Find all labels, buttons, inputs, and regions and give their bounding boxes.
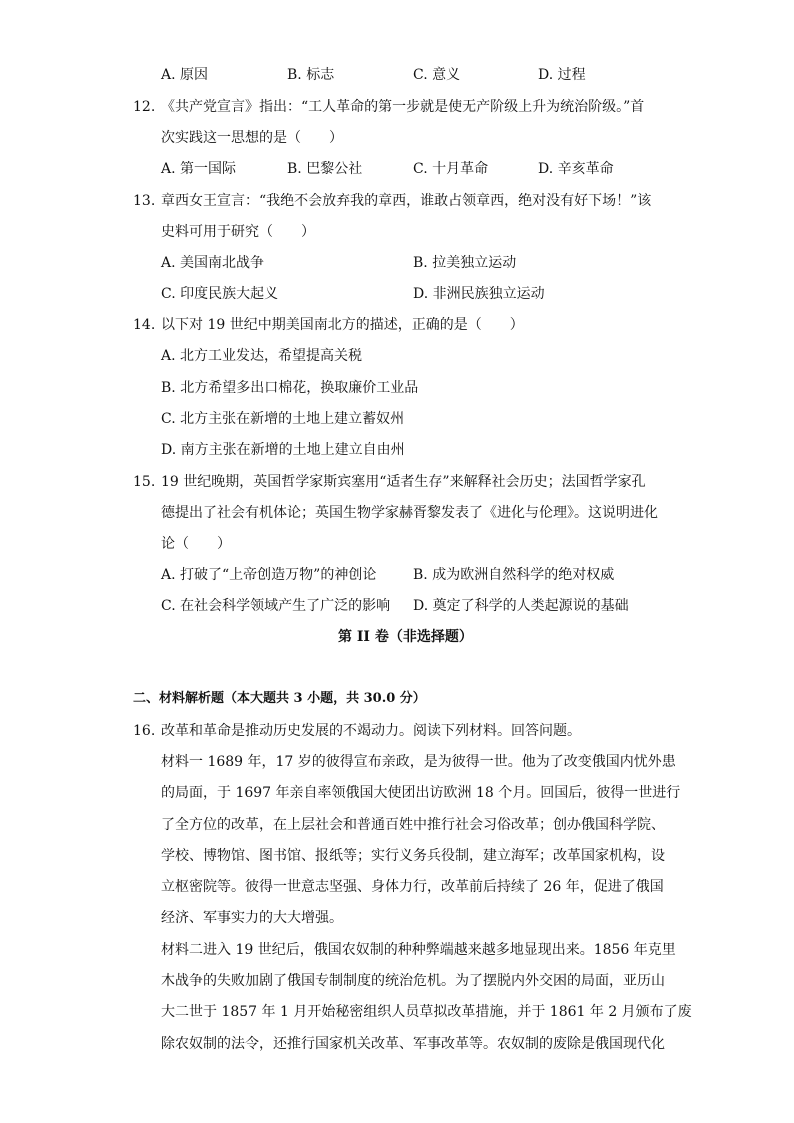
option-a: A. 美国南北战争 <box>161 255 265 271</box>
option-c: C. 印度民族大起义 <box>161 286 279 302</box>
material-line: 木战争的失败加剧了俄国专制制度的统治危机。为了摆脱内外交困的局面，亚历山 <box>161 973 665 989</box>
question-number: 13. <box>133 193 156 209</box>
question-stem-line: 以下对 19 世纪中期美国南北方的描述，正确的是（ ） <box>161 317 524 333</box>
material-line: 除农奴制的法令，还推行国家机关改革、军事改革等。农奴制的废除是俄国现代化 <box>161 1036 665 1052</box>
option-b: B. 标志 <box>287 67 335 83</box>
material-line: 立枢密院等。彼得一世意志坚强、身体力行，改革前后持续了 26 年，促进了俄国 <box>161 879 664 895</box>
option-d: D. 非洲民族独立运动 <box>413 286 545 302</box>
option-b: B. 拉美独立运动 <box>413 255 517 271</box>
option-b: B. 巴黎公社 <box>287 161 363 177</box>
material-line: 大二世于 1857 年 1 月开始秘密组织人员草拟改革措施，并于 1861 年 2 月颁布了废 <box>161 1004 692 1020</box>
option-a: A. 打破了“上帝创造万物”的神创论 <box>161 567 377 583</box>
question-stem-line: 史料可用于研究（ ） <box>161 224 315 240</box>
question-number: 15. <box>133 474 156 490</box>
question-stem-line: 德提出了社会有机体论；英国生物学家赫胥黎发表了《进化与伦理》。这说明进化 <box>161 505 658 521</box>
material-line: 学校、博物馆、图书馆、报纸等；实行义务兵役制，建立海军；改革国家机构，设 <box>161 848 665 864</box>
question-stem-line: 19 世纪晚期，英国哲学家斯宾塞用“适者生存”来解释社会历史；法国哲学家孔 <box>161 474 646 490</box>
option-c: C. 意义 <box>413 67 461 83</box>
question-number: 16. <box>133 723 156 739</box>
option-a: A. 原因 <box>161 67 209 83</box>
material-line: 了全方位的改革，在上层社会和普通百姓中推行社会习俗改革；创办俄国科学院、 <box>161 817 665 833</box>
question-number: 12. <box>133 99 156 115</box>
section-title: 二、材料解析题（本大题共 3 小题，共 30.0 分） <box>133 691 426 706</box>
question-number: 14. <box>133 317 156 333</box>
material-line: 材料二进入 19 世纪后，俄国农奴制的种种弊端越来越多地显现出来。1856 年克里 <box>161 942 676 958</box>
option-a: A. 北方工业发达，希望提高关税 <box>161 348 363 364</box>
option-d: D. 南方主张在新增的土地上建立自由州 <box>161 442 405 458</box>
question-stem-line: 次实践这一思想的是（ ） <box>161 130 343 146</box>
option-b: B. 成为欧洲自然科学的绝对权威 <box>413 567 615 583</box>
material-line: 材料一 1689 年，17 岁的彼得宣布亲政，是为彼得一世。他为了改变俄国内忧外患 <box>161 754 676 770</box>
option-d: D. 过程 <box>538 67 586 83</box>
option-c: C. 在社会科学领域产生了广泛的影响 <box>161 598 391 614</box>
part-title: 第 II 卷（非选择题） <box>338 629 473 645</box>
option-d: D. 奠定了科学的人类起源说的基础 <box>413 598 629 614</box>
question-intro: 改革和革命是推动历史发展的不竭动力。阅读下列材料。回答问题。 <box>161 723 581 739</box>
option-b: B. 北方希望多出口棉花，换取廉价工业品 <box>161 380 419 396</box>
material-line: 经济、军事实力的大大增强。 <box>161 910 343 926</box>
question-stem-line: 《共产党宣言》指出：“工人革命的第一步就是使无产阶级上升为统治阶级。”首 <box>161 99 645 115</box>
question-stem-line: 章西女王宣言：“我绝不会放弃我的章西，谁敢占领章西，绝对没有好下场！”该 <box>161 193 652 209</box>
option-d: D. 辛亥革命 <box>538 161 614 177</box>
question-stem-line: 论（ ） <box>161 536 231 552</box>
option-c: C. 北方主张在新增的土地上建立蓄奴州 <box>161 411 405 427</box>
option-a: A. 第一国际 <box>161 161 237 177</box>
material-line: 的局面，于 1697 年亲自率领俄国大使团出访欧洲 18 个月。回国后，彼得一世进行 <box>161 785 681 801</box>
option-c: C. 十月革命 <box>413 161 489 177</box>
